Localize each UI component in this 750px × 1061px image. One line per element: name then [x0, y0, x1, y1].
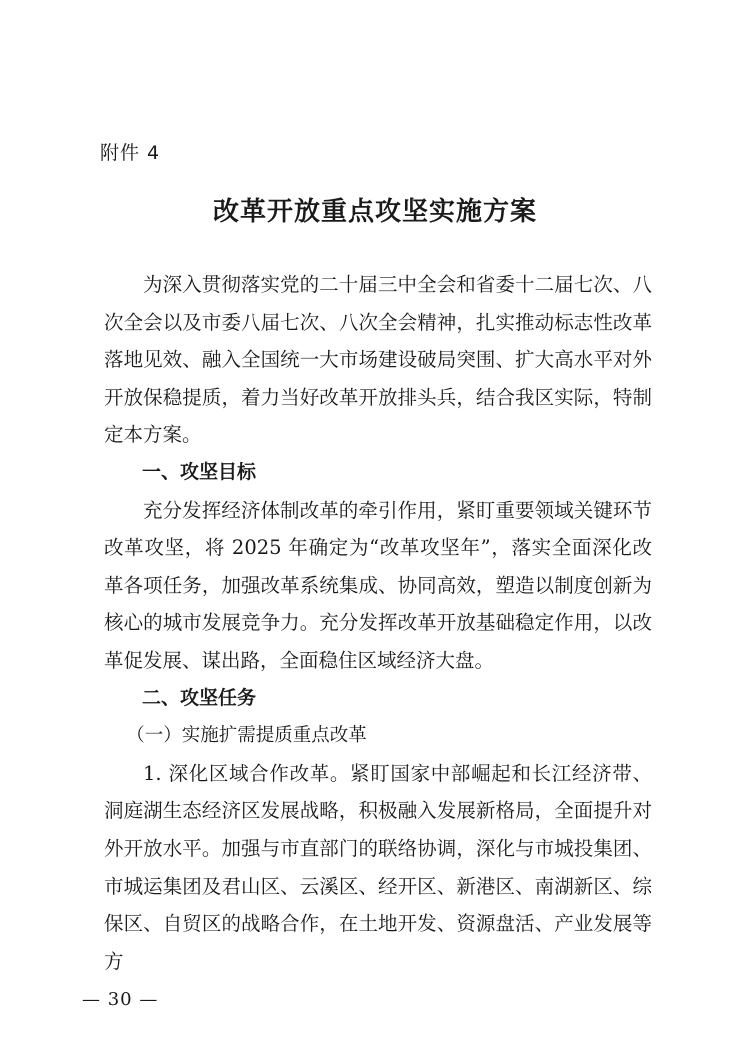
section-heading-tasks: 二、攻坚任务 [142, 686, 257, 709]
goals-paragraph: 充分发挥经济体制改革的牵引作用，紧盯重要领域关键环节改革攻坚，将 2025 年确定为“改革攻坚年”，落实全面深化改革各项任务，加强改革系统集成、协同高效，塑造以制度创新为核心的城市发展竞争力。充分发挥改革开放基础稳定作用，以改革促发展、谋出路，全面稳住区域经济大盘。 [104, 498, 652, 672]
section-heading-goals: 一、攻坚目标 [142, 460, 257, 483]
attachment-label: 附件 4 [100, 142, 161, 164]
intro-paragraph: 为深入贯彻落实党的二十届三中全会和省委十二届七次、八次全会以及市委八届七次、八次全会精神，扎实推动标志性改革落地见效、融入全国统一大市场建设破局突围、扩大高水平对外开放保稳提质，着力当好改革开放排头兵，结合我区实际，特制定本方案。 [104, 273, 652, 447]
page-number: — 30 — [82, 989, 159, 1010]
document-title: 改革开放重点攻坚实施方案 [212, 197, 537, 227]
tasks-paragraph: 1. 深化区域合作改革。紧盯国家中部崛起和长江经济带、洞庭湖生态经济区发展战略，积极融入发展新格局，全面提升对外开放水平。加强与市直部门的联络协调，深化与市城投集团、市城运集团及君山区、云溪区、经开区、新港区、南湖新区、综保区、自贸区的战略合作，在土地开发、资源盘活、产业发展等方 [104, 761, 652, 973]
document-body [104, 266, 652, 980]
subsection-heading-reform: （一）实施扩需提质重点改革 [126, 725, 367, 747]
